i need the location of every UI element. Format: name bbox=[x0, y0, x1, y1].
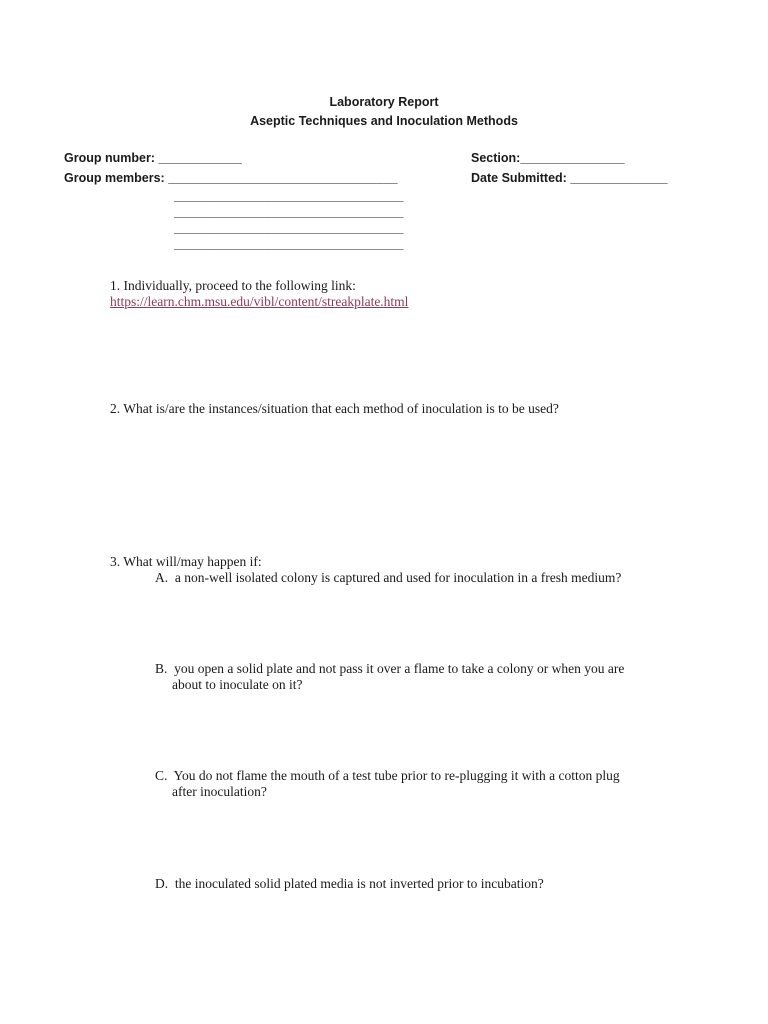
question-3: 3. What will/may happen if: bbox=[110, 554, 262, 569]
question-1: 1. Individually, proceed to the following link: bbox=[110, 278, 356, 293]
section-field bbox=[471, 150, 625, 166]
group-number-field bbox=[64, 150, 242, 166]
member-line: _________________________________ bbox=[174, 237, 404, 251]
question-3b-line-1: B. you open a solid plate and not pass it over a flame to take a colony or when you are bbox=[155, 661, 625, 676]
question-3c-line-2: after inoculation? bbox=[172, 784, 267, 799]
question-3a: A. a non-well isolated colony is captured and used for inoculation in a fresh medium? bbox=[155, 570, 622, 585]
group-members-field bbox=[64, 170, 398, 186]
group-number-label: Group number: bbox=[64, 151, 159, 165]
report-title: Laboratory Report bbox=[329, 95, 439, 109]
date-submitted-blank: ______________ bbox=[570, 171, 668, 185]
date-submitted-field bbox=[471, 170, 668, 186]
question-3b-line-2: about to inoculate on it? bbox=[172, 677, 303, 692]
section-blank: _______________ bbox=[520, 151, 625, 165]
question-3d: D. the inoculated solid plated media is not inverted prior to incubation? bbox=[155, 876, 544, 891]
group-number-blank: ____________ bbox=[158, 151, 242, 165]
report-subtitle: Aseptic Techniques and Inoculation Methods bbox=[250, 114, 518, 128]
member-line: _________________________________ bbox=[174, 221, 404, 235]
member-line: _________________________________ bbox=[174, 189, 404, 203]
group-members-label: Group members: bbox=[64, 171, 169, 185]
question-3c-line-1: C. You do not flame the mouth of a test tube prior to re-plugging it with a cotton plug bbox=[155, 768, 620, 783]
section-label: Section: bbox=[471, 151, 521, 165]
date-submitted-label: Date Submitted: bbox=[471, 171, 571, 185]
member-line: _________________________________ bbox=[174, 205, 404, 219]
streakplate-link[interactable]: https://learn.chm.msu.edu/vibl/content/streakplate.html bbox=[110, 294, 409, 309]
question-2: 2. What is/are the instances/situation that each method of inoculation is to be used? bbox=[110, 401, 559, 416]
group-members-blank: _________________________________ bbox=[168, 171, 398, 185]
